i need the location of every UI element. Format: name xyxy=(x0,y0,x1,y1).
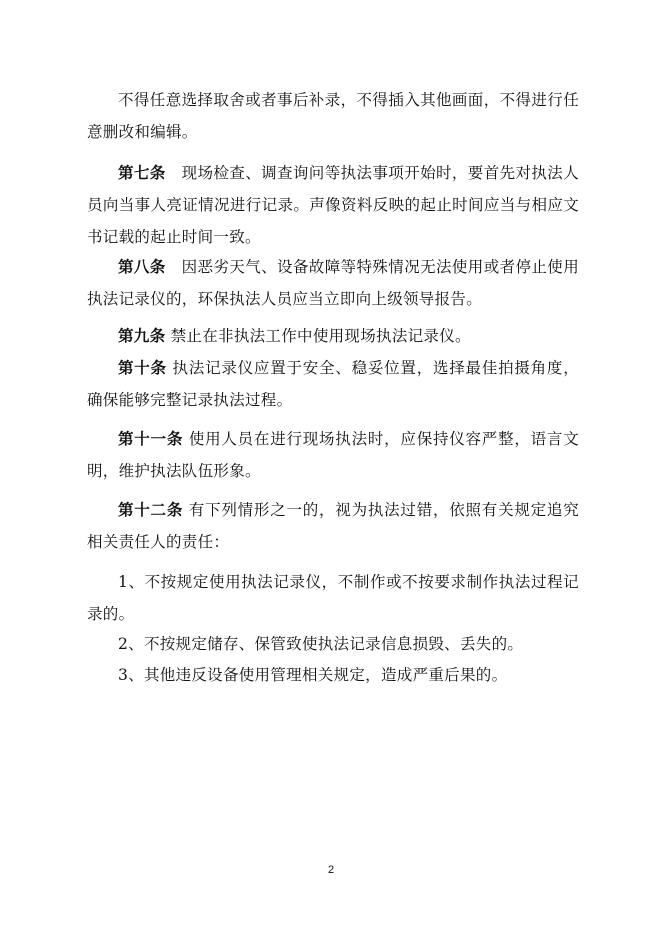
list-item-3 xyxy=(87,659,579,691)
paragraph-text: 禁止在非执法工作中使用现场执法记录仪。 xyxy=(165,327,471,345)
list-item-2 xyxy=(87,628,579,660)
paragraph-text: 有下列情形之一的，视为执法过错，依照有关规定追究相关责任人的责任： xyxy=(87,501,579,551)
article-7 xyxy=(87,157,579,253)
article-heading: 第七条 xyxy=(118,163,166,182)
paragraph-continuation xyxy=(87,84,579,148)
article-9 xyxy=(87,320,579,352)
paragraph-text: 现场检查、调查询问等执法事项开始时，要首先对执法人员向当事人亮证情况进行记录。声像资料反映的起止时间应当与相应文书记载的起止时间一致。 xyxy=(87,164,579,246)
article-11 xyxy=(87,423,579,487)
article-heading: 第十条 xyxy=(118,358,167,377)
article-heading: 第八条 xyxy=(118,257,166,276)
article-8 xyxy=(87,251,579,315)
paragraph-text: 不得任意选择取舍或者事后补录，不得插入其他画面，不得进行任意删改和编辑。 xyxy=(87,91,579,141)
paragraph-text: 因恶劣天气、设备故障等特殊情况无法使用或者停止使用执法记录仪的，环保执法人员应当立即向上级领导报告。 xyxy=(87,258,579,308)
article-heading: 第九条 xyxy=(118,326,166,345)
list-item-1 xyxy=(87,566,579,630)
paragraph-text: 执法记录仪应置于安全、稳妥位置，选择最佳拍摄角度，确保能够完整记录执法过程。 xyxy=(87,359,580,409)
paragraph-text: 3、其他违反设备使用管理相关规定，造成严重后果的。 xyxy=(118,666,508,684)
article-10 xyxy=(87,352,579,416)
paragraph-text: 1、不按规定使用执法记录仪，不制作或不按要求制作执法过程记录的。 xyxy=(87,573,579,623)
page-number: 2 xyxy=(327,864,335,876)
paragraph-text: 2、不按规定储存、保管致使执法记录信息损毁、丢失的。 xyxy=(118,635,524,653)
article-12 xyxy=(87,494,579,558)
article-heading: 第十二条 xyxy=(118,500,184,519)
paragraph-text: 使用人员在进行现场执法时，应保持仪容严整，语言文明，维护执法队伍形象。 xyxy=(87,430,579,480)
article-heading: 第十一条 xyxy=(118,429,184,448)
